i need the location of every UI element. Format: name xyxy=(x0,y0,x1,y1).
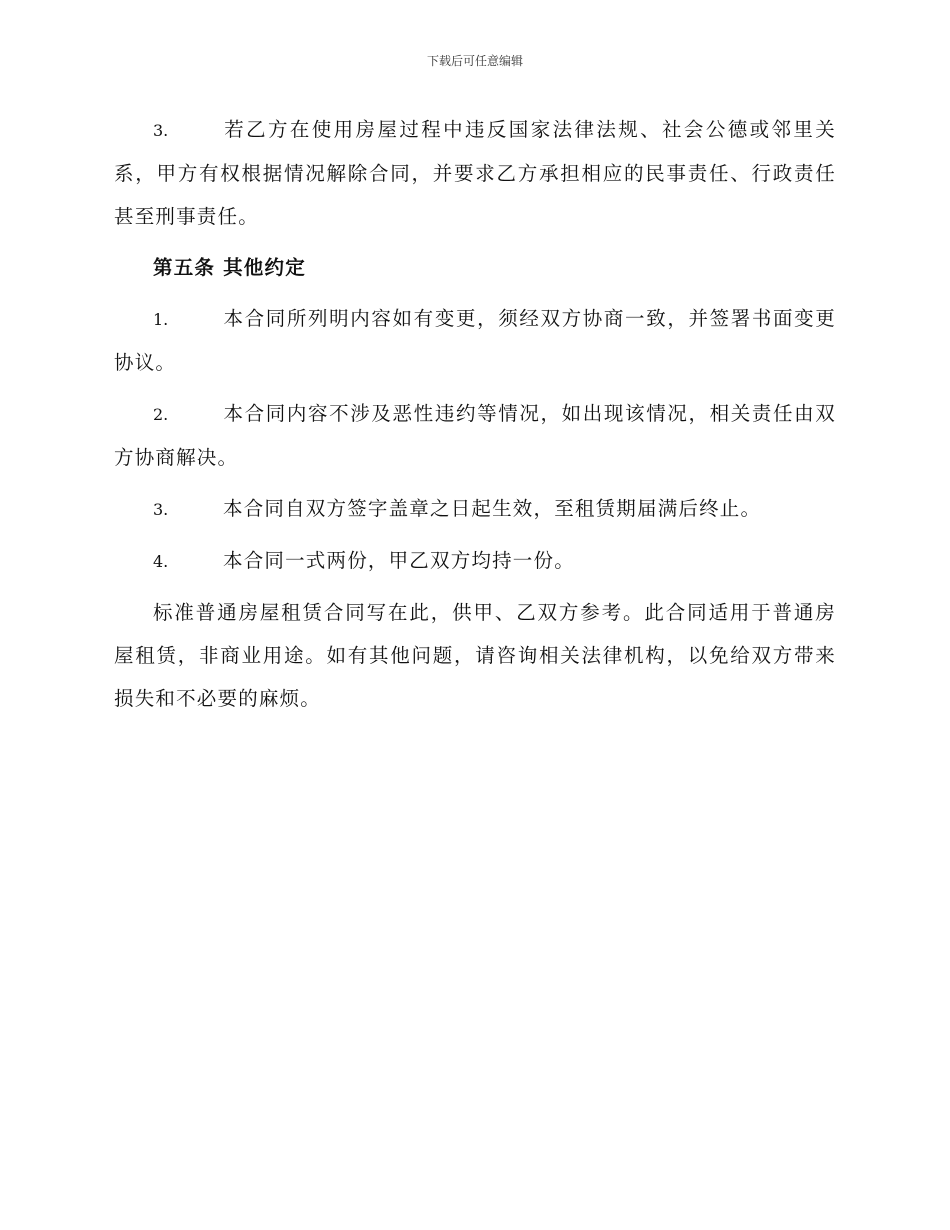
clause-item xyxy=(114,108,836,238)
clause-text: 本合同一式两份，甲乙双方均持一份。 xyxy=(223,549,575,572)
clause-number: 1. xyxy=(153,310,169,329)
document-body xyxy=(114,108,836,728)
clause-number: 3. xyxy=(153,500,169,519)
clause-item xyxy=(114,297,836,384)
clause-item xyxy=(114,392,836,479)
page-header: 下载后可任意编辑 xyxy=(426,54,523,68)
clause-text: 本合同内容不涉及恶性违约等情况，如出现该情况，相关责任由双方协商解决。 xyxy=(114,402,836,469)
closing-paragraph: 标准普通房屋租赁合同写在此，供甲、乙双方参考。此合同适用于普通房屋租赁，非商业用途。如有其他问题，请咨询相关法律机构，以免给双方带来损失和不必要的麻烦。 xyxy=(114,601,836,710)
clause-item xyxy=(114,539,836,583)
clause-text: 若乙方在使用房屋过程中违反国家法律法规、社会公德或邻里关系，甲方有权根据情况解除合同，并要求乙方承担相应的民事责任、行政责任甚至刑事责任。 xyxy=(114,118,836,228)
clause-number: 4. xyxy=(153,552,169,571)
clause-text: 本合同自双方签字盖章之日起生效，至租赁期届满后终止。 xyxy=(223,497,762,520)
clause-text: 本合同所列明内容如有变更，须经双方协商一致，并签署书面变更协议。 xyxy=(114,307,836,374)
section-heading: 第五条 其他约定 xyxy=(153,256,306,279)
clause-number: 3. xyxy=(153,121,169,140)
clause-item xyxy=(114,487,836,531)
clause-number: 2. xyxy=(153,405,169,424)
